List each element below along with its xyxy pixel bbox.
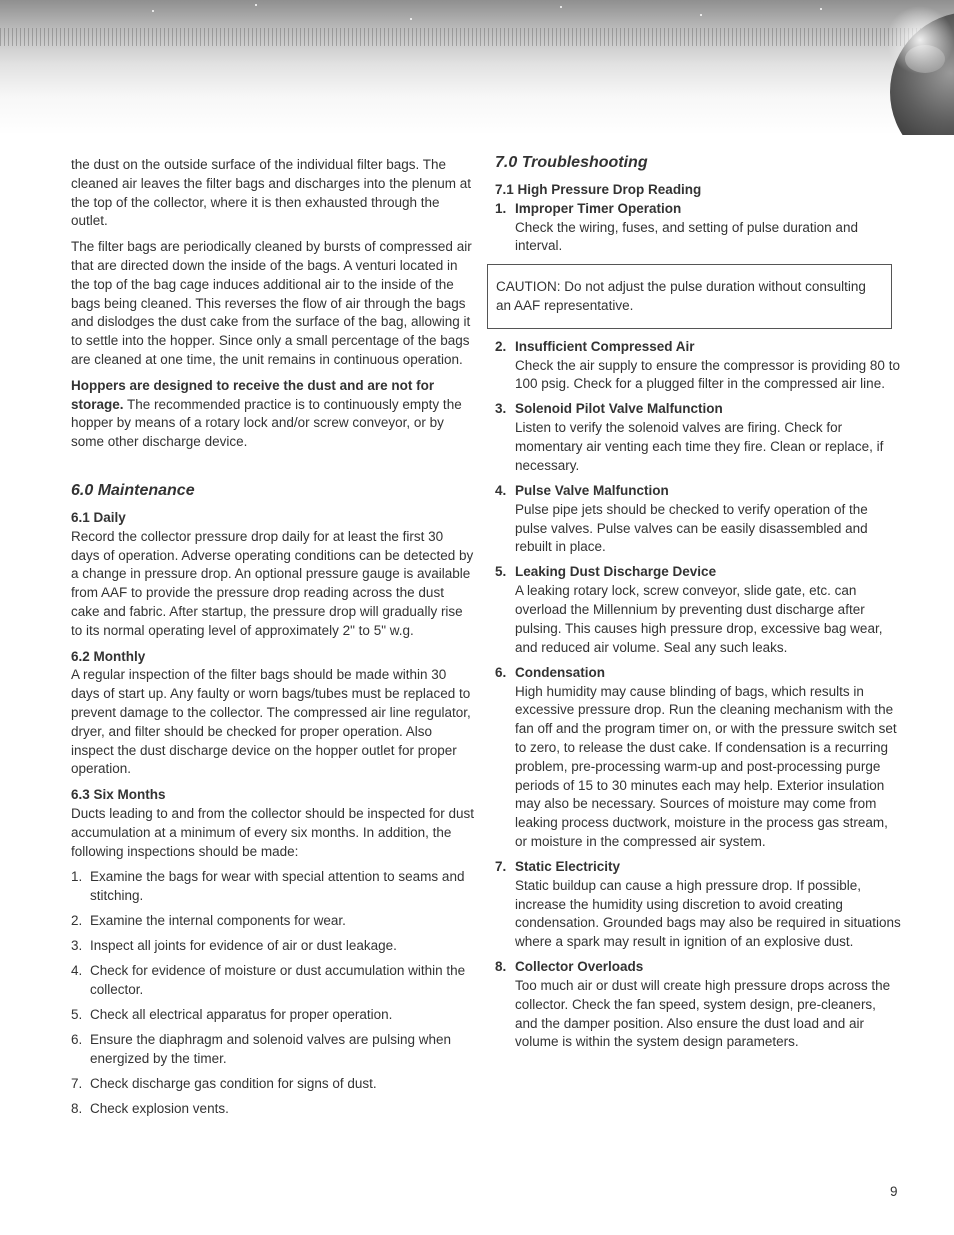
intro-paragraph: the dust on the outside surface of the individual filter bags. The cleaned air leaves the filter bags and discharges into the plenum at the top of the collector, where it is then exhausted through the outlet.: [71, 157, 471, 229]
list-text: Check all electrical apparatus for proper operation.: [90, 1007, 393, 1023]
hopper-paragraph: [71, 377, 474, 452]
earth-glow: [880, 0, 954, 80]
list-text: Examine the bags for wear with special attention to seams and stitching.: [90, 869, 465, 904]
list-number: 4.: [71, 963, 83, 979]
list-text: Ensure the diaphragm and solenoid valves are pulsing when energized by the timer.: [90, 1032, 451, 1067]
list-item-title: Insufficient Compressed Air: [515, 338, 695, 354]
inspection-list: [71, 868, 474, 1119]
list-item: [71, 1075, 474, 1094]
left-column: [71, 156, 474, 1125]
list-number: 2.: [495, 338, 507, 354]
list-number: 3.: [71, 938, 83, 954]
list-text: Check for evidence of moisture or dust accumulation within the collector.: [90, 963, 466, 998]
list-item: [71, 1031, 474, 1069]
star-decoration: [255, 4, 257, 6]
list-item: [495, 400, 902, 475]
troubleshooting-list: [495, 200, 902, 256]
troubleshooting-heading: 7.0 Troubleshooting: [495, 154, 648, 171]
list-item-body: Too much air or dust will create high pressure drops across the collector. Check the fan speed, system design, pre-cleaners, and the damper position. Also ensure the dust load and air volume is within the system design parameters.: [515, 978, 891, 1050]
list-item-body: Pulse pipe jets should be checked to verify operation of the pulse valves. Pulse valves can be easily disassembled and rebuilt in place.: [515, 501, 868, 555]
page-header-banner: [0, 0, 954, 135]
list-number: 8.: [71, 1101, 83, 1117]
list-number: 5.: [71, 1007, 83, 1023]
six-months-heading: 6.3 Six Months: [71, 787, 166, 803]
list-number: 8.: [495, 959, 507, 975]
list-item: [495, 664, 902, 852]
list-number: 4.: [495, 482, 507, 498]
list-item-body: High humidity may cause blinding of bags, which results in excessive pressure drop. Run the cleaning mechanism with the fan off and the program timer on, or with the pressure switch set to zero, to release the dust cake. If condensation is a recurring problem, pre-processing warm-up and post-processing purge periods of 15 to 30 minutes each may help. Exterior insulation may also be necessary. Sources of moisture may come from leaking process ductwork, moisture in the process gas stream, or moisture in the compressed air system.: [515, 683, 897, 849]
list-item-title: Pulse Valve Malfunction: [515, 482, 669, 498]
list-item: [71, 912, 474, 931]
list-item: [495, 858, 902, 952]
list-item-title: Solenoid Pilot Valve Malfunction: [515, 401, 723, 417]
star-decoration: [560, 6, 562, 8]
monthly-body: A regular inspection of the filter bags should be made within 30 days of start up. Any faulty or worn bags/tubes must be replaced to prevent damage to the collector. The compressed air line regulator, dryer, and filter should be checked for proper operation. Also inspect the dust discharge device on the hopper outlet for proper operation.: [71, 667, 471, 777]
star-decoration: [700, 14, 702, 16]
monthly-heading: 6.2 Monthly: [71, 648, 146, 664]
list-item: [71, 937, 474, 956]
hopper-bold-text: Hoppers are designed to receive the dust and are not for storage.: [71, 377, 435, 412]
right-column: [495, 152, 902, 1059]
list-item: [495, 338, 902, 394]
troubleshooting-list: [495, 338, 902, 1052]
list-item-body: A leaking rotary lock, screw conveyor, slide gate, etc. can overload the Millennium by preventing dust discharge after pulsing. This causes high pressure drop, excessive bag wear, and reduced air volume. Seal any such leaks.: [515, 583, 883, 655]
list-number: 1.: [495, 200, 507, 216]
list-number: 6.: [495, 664, 507, 680]
list-item: [71, 1006, 474, 1025]
star-decoration: [410, 18, 412, 20]
list-item-body: Check the wiring, fuses, and setting of pulse duration and interval.: [515, 219, 858, 254]
list-number: 1.: [71, 869, 83, 885]
list-number: 7.: [495, 858, 507, 874]
daily-body: Record the collector pressure drop daily for at least the first 30 days of operation. Adverse operating conditions can be detected by a change in pressure drop. An optional pressure gauge is available from AAF to provide the pressure drop reading across the dust cake and fabric. After startup, the pressure drop will gradually rise to its normal operating level of approximately 2" to 5" w.g.: [71, 528, 474, 638]
header-tick-strip: [0, 28, 954, 46]
list-number: 2.: [71, 913, 83, 929]
list-item-body: Static buildup can cause a high pressure drop. If possible, increase the humidity using discretion to avoid creating condensation. Grounded bags may also be required in situations where a spark may result in ignition of an explosive dust.: [515, 877, 901, 950]
star-decoration: [820, 8, 822, 10]
list-item: [495, 958, 902, 1052]
list-number: 5.: [495, 564, 507, 580]
list-item-title: Static Electricity: [515, 858, 621, 874]
hopper-text: The recommended practice is to continuously empty the hopper by means of a rotary lock and/or screw conveyor, or by some other discharge device.: [71, 396, 462, 450]
list-item-body: Listen to verify the solenoid valves are firing. Check for momentary air venting each time they fire. Clean or replace, if necessary.: [515, 420, 884, 473]
list-item: [495, 200, 902, 256]
list-number: 6.: [71, 1032, 83, 1048]
page-number: 9: [890, 1184, 898, 1199]
list-text: Examine the internal components for wear.: [90, 913, 346, 929]
caution-box: CAUTION: Do not adjust the pulse duration without consulting an AAF representative.: [487, 264, 892, 329]
list-item-title: Improper Timer Operation: [515, 200, 682, 216]
maintenance-heading: 6.0 Maintenance: [71, 481, 195, 499]
list-item: [495, 563, 902, 657]
six-months-body: Ducts leading to and from the collector should be inspected for dust accumulation at a minimum of every six months. In addition, the following inspections should be made:: [71, 805, 474, 859]
list-text: Check explosion vents.: [90, 1101, 229, 1117]
daily-heading: 6.1 Daily: [71, 509, 126, 525]
list-item-title: Condensation: [515, 664, 605, 680]
star-decoration: [152, 10, 154, 12]
list-item: [71, 1100, 474, 1119]
list-item: [495, 482, 902, 557]
list-item: [71, 868, 474, 906]
intro-paragraph: The filter bags are periodically cleaned by bursts of compressed air that are directed down the inside of the bags. A venturi located in the top of the bag cage induces additional air to the inside of the bags being cleaned. This reverses the flow of air through the bags and dislodges the dust cake from the surface of the bag, allowing it to settle into the hopper. Since only a small percentage of the bags are cleaned at one time, the unit remains in continuous operation.: [71, 239, 472, 367]
list-number: 7.: [71, 1076, 83, 1092]
list-item-body: Check the air supply to ensure the compressor is providing 80 to 100 psig. Check for a plugged filter in the compressed air line.: [515, 357, 900, 392]
list-text: Inspect all joints for evidence of air or dust leakage.: [90, 938, 397, 954]
high-pressure-heading: 7.1 High Pressure Drop Reading: [495, 182, 702, 197]
list-number: 3.: [495, 401, 507, 417]
list-item-title: Leaking Dust Discharge Device: [515, 564, 717, 580]
list-item-title: Collector Overloads: [515, 959, 644, 975]
list-item: [71, 962, 474, 1000]
list-text: Check discharge gas condition for signs of dust.: [90, 1076, 377, 1092]
